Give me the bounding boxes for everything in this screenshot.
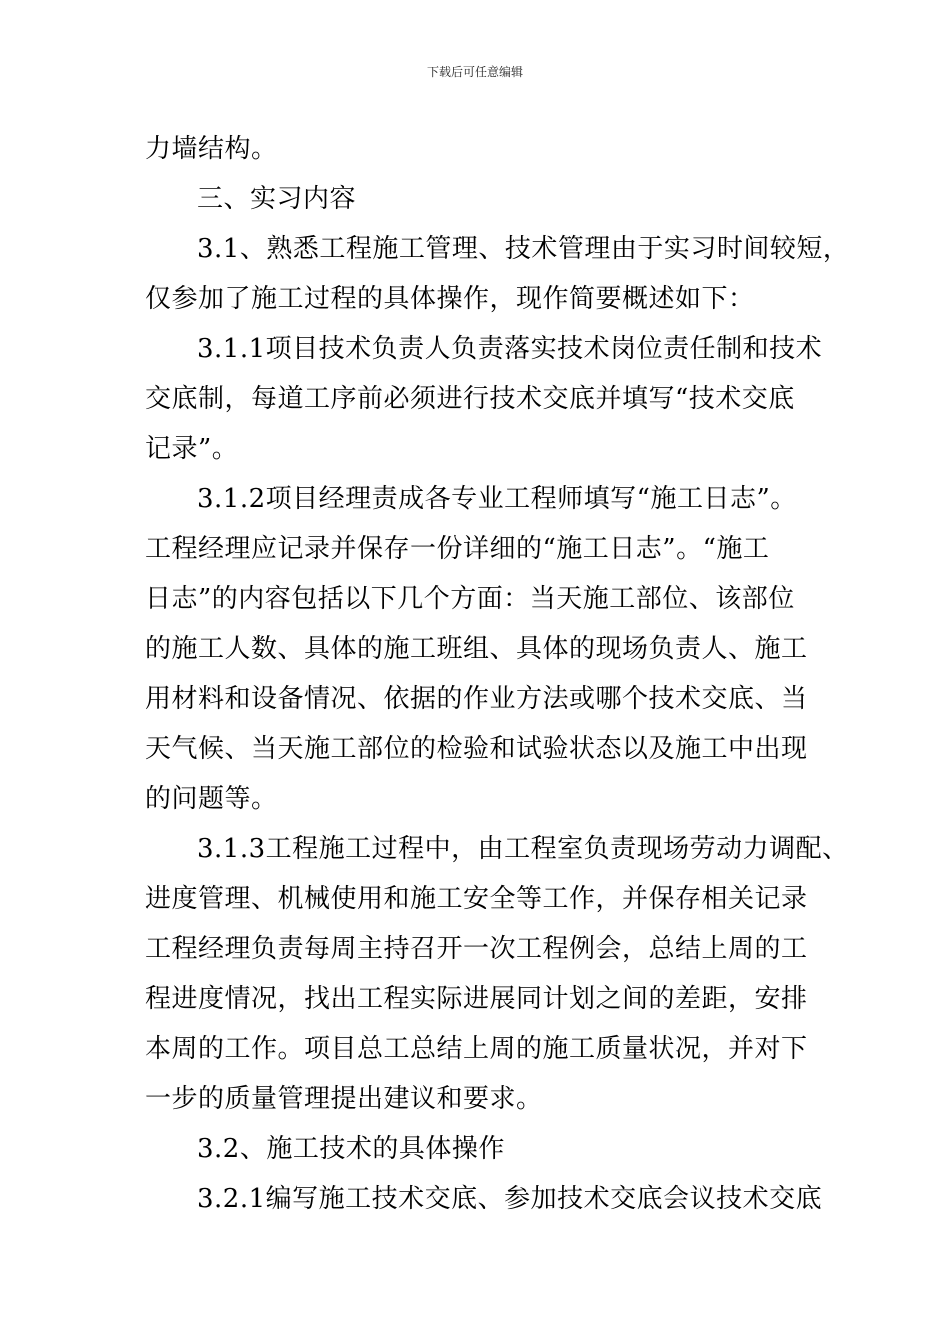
- text-line: 记录”。: [145, 434, 239, 464]
- text-line: 3.1.1项目技术负责人负责落实技术岗位责任制和技术: [197, 334, 823, 364]
- text-line: 天气候、当天施工部位的检验和试验状态以及施工中出现: [145, 734, 808, 764]
- text-line: 3.1.2项目经理责成各专业工程师填写“施工日志”。: [197, 484, 797, 514]
- text-line: 交底制，每道工序前必须进行技术交底并填写“技术交底: [145, 384, 795, 414]
- text-line: 工程经理应记录并保存一份详细的“施工日志”。“施工: [145, 534, 770, 564]
- text-line: 的施工人数、具体的施工班组、具体的现场负责人、施工: [145, 634, 808, 664]
- section-heading: 三、实习内容: [197, 184, 357, 214]
- text-line: 的问题等。: [145, 784, 278, 814]
- text-line: 程进度情况，找出工程实际进展同计划之间的差距，安排: [145, 984, 808, 1014]
- text-line: 仅参加了施工过程的具体操作，现作简要概述如下：: [145, 284, 755, 314]
- text-line: 进度管理、机械使用和施工安全等工作，并保存相关记录: [145, 884, 808, 914]
- text-line: 工程经理负责每周主持召开一次工程例会，总结上周的工: [145, 934, 808, 964]
- text-line: 力墙结构。: [145, 134, 278, 164]
- document-body: [145, 124, 850, 1224]
- page-header: 下载后可任意编辑: [426, 65, 523, 79]
- text-line: 3.1.3工程施工过程中，由工程室负责现场劳动力调配、: [197, 834, 849, 864]
- section-heading: 3.2、施工技术的具体操作: [197, 1134, 505, 1164]
- text-line: 本周的工作。项目总工总结上周的施工质量状况，并对下: [145, 1034, 808, 1064]
- text-line: 用材料和设备情况、依据的作业方法或哪个技术交底、当: [145, 684, 808, 714]
- text-line: 一步的质量管理提出建议和要求。: [145, 1084, 543, 1114]
- text-line: 日志”的内容包括以下几个方面：当天施工部位、该部位: [145, 584, 795, 614]
- text-line: 3.2.1编写施工技术交底、参加技术交底会议技术交底: [197, 1184, 823, 1214]
- text-line: 3.1、熟悉工程施工管理、技术管理由于实习时间较短，: [197, 234, 850, 264]
